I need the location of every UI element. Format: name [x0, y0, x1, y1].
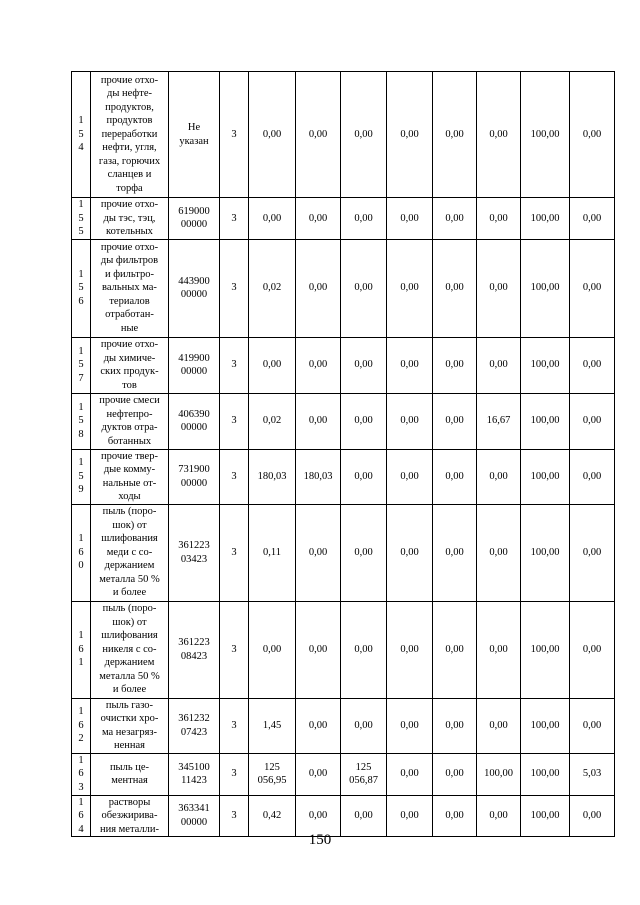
waste-name: [91, 337, 169, 393]
value-cell: 0,00: [433, 504, 477, 601]
value-cell: 0,00: [387, 795, 433, 837]
cell-line: ды химиче-: [103, 352, 156, 364]
cell-line: нальные от-: [102, 477, 157, 489]
hazard-class: 3: [220, 72, 249, 198]
cell-line: 0,00: [262, 212, 282, 224]
value-cell: 0,00: [387, 337, 433, 393]
value-cell: 0,00: [296, 239, 341, 337]
cell-line: прочие отхо-: [100, 339, 159, 350]
value-cell: 100,00: [521, 601, 570, 698]
table-row: [72, 601, 615, 698]
value-cell: [249, 698, 296, 753]
cell-line: 0,00: [354, 212, 373, 224]
value-cell: 0,00: [477, 72, 521, 198]
waste-name: [91, 72, 169, 198]
value-cell: 0,00: [570, 393, 615, 449]
cell-line: и более: [112, 684, 147, 696]
table-row: [72, 449, 615, 504]
cell-line: ды тэс, тэц,: [103, 212, 156, 224]
hazard-class: 3: [220, 504, 249, 601]
cell-line: нефтепро-: [106, 408, 153, 420]
value-cell: [341, 239, 387, 337]
cell-line: ма незагряз-: [101, 726, 158, 738]
value-cell: 0,00: [570, 198, 615, 240]
value-cell: 0,00: [433, 393, 477, 449]
cell-line: шок) от: [112, 519, 147, 531]
value-cell: 0,00: [433, 753, 477, 795]
value-cell: [249, 601, 296, 698]
table-row: [72, 753, 615, 795]
value-cell: 0,00: [433, 698, 477, 753]
value-cell: 0,00: [570, 504, 615, 601]
table-row: [72, 698, 615, 753]
waste-code: [169, 72, 220, 198]
cell-line: и более: [112, 587, 147, 599]
hazard-class: 3: [220, 239, 249, 337]
value-cell: 0,00: [570, 698, 615, 753]
cell-line: ные: [120, 322, 139, 334]
value-cell: 0,00: [387, 449, 433, 504]
value-cell: 0,00: [296, 504, 341, 601]
cell-line: шок) от: [112, 616, 147, 628]
cell-line: держанием: [104, 560, 155, 572]
cell-line: тов: [122, 379, 137, 391]
cell-line: растворы: [108, 796, 151, 808]
cell-line: 0,42: [262, 810, 282, 821]
cell-line: ненная: [113, 740, 145, 751]
cell-line: 00000: [180, 289, 208, 300]
hazard-class: 3: [220, 795, 249, 837]
cell-line: котельных: [106, 226, 153, 237]
cell-line: 0,00: [354, 415, 373, 427]
value-cell: [249, 504, 296, 601]
cell-line: очистки хро-: [100, 713, 159, 724]
cell-line: газа, горючих: [98, 155, 161, 167]
row-number: 1 6 3: [72, 753, 91, 795]
cell-line: вальных ма-: [102, 282, 157, 294]
cell-line: 180,03: [257, 470, 287, 482]
waste-name: [91, 393, 169, 449]
value-cell: 0,00: [387, 72, 433, 198]
cell-line: 11423: [181, 775, 207, 786]
value-cell: 0,00: [477, 449, 521, 504]
value-cell: [341, 753, 387, 795]
value-cell: 0,00: [477, 198, 521, 240]
cell-line: 361223: [178, 637, 210, 648]
value-cell: 0,00: [570, 72, 615, 198]
cell-line: сланцев и: [107, 169, 152, 181]
value-cell: 0,00: [433, 449, 477, 504]
waste-code: [169, 337, 220, 393]
cell-line: 0,00: [354, 470, 373, 482]
value-cell: 0,00: [387, 753, 433, 795]
cell-line: 0,00: [262, 359, 282, 371]
value-cell: 100,00: [521, 393, 570, 449]
cell-line: 361223: [178, 540, 210, 551]
cell-line: ды нефте-: [107, 88, 152, 100]
cell-line: 056,95: [257, 775, 287, 786]
waste-code: [169, 698, 220, 753]
row-number: 1 6 4: [72, 795, 91, 837]
cell-line: 0,00: [354, 546, 373, 558]
value-cell: 100,00: [521, 239, 570, 337]
waste-name: [91, 239, 169, 337]
value-cell: 0,00: [296, 601, 341, 698]
cell-line: 361232: [178, 713, 210, 724]
page-number: 150: [308, 832, 332, 848]
row-number: 1 5 9: [72, 449, 91, 504]
value-cell: 0,00: [296, 72, 341, 198]
cell-line: ментная: [111, 775, 148, 786]
hazard-class: 3: [220, 698, 249, 753]
cell-line: ходы: [118, 491, 141, 502]
cell-line: 00000: [180, 366, 208, 377]
waste-name: [91, 198, 169, 240]
value-cell: 0,00: [570, 239, 615, 337]
row-number: 1 5 5: [72, 198, 91, 240]
cell-line: меди с со-: [106, 546, 153, 558]
cell-line: переработки: [101, 128, 158, 140]
hazard-class: 3: [220, 393, 249, 449]
cell-line: 00000: [180, 816, 208, 828]
cell-line: 443900: [178, 275, 210, 287]
row-number: 1 5 7: [72, 337, 91, 393]
value-cell: [249, 795, 296, 837]
cell-line: 0,00: [354, 643, 373, 655]
value-cell: 0,00: [433, 198, 477, 240]
value-cell: [341, 198, 387, 240]
value-cell: 0,00: [433, 239, 477, 337]
value-cell: 16,67: [477, 393, 521, 449]
cell-line: 00000: [180, 477, 208, 489]
waste-name: [91, 601, 169, 698]
cell-line: пыль (поро-: [102, 603, 157, 615]
waste-code: [169, 393, 220, 449]
cell-line: 619000: [178, 205, 210, 217]
row-number: 1 6 0: [72, 504, 91, 601]
cell-line: 0,02: [262, 282, 282, 294]
cell-line: ния металли-: [99, 823, 160, 835]
cell-line: Не: [187, 122, 201, 133]
waste-name: [91, 753, 169, 795]
cell-line: 419900: [178, 352, 210, 364]
cell-line: 0,00: [354, 359, 373, 371]
value-cell: 0,00: [477, 504, 521, 601]
cell-line: 03423: [180, 553, 208, 565]
cell-line: шлифования: [101, 533, 158, 545]
table-row: [72, 72, 615, 198]
waste-code: [169, 239, 220, 337]
value-cell: 0,00: [477, 795, 521, 837]
value-cell: 0,00: [296, 393, 341, 449]
value-cell: [249, 198, 296, 240]
cell-line: 731900: [178, 464, 210, 475]
cell-line: никеля с со-: [102, 643, 157, 655]
value-cell: 0,00: [570, 795, 615, 837]
cell-line: 00000: [180, 219, 208, 231]
cell-line: 125: [355, 761, 372, 773]
value-cell: 0,00: [296, 198, 341, 240]
cell-line: 08423: [180, 650, 208, 662]
cell-line: 0,02: [262, 415, 282, 427]
waste-name: [91, 504, 169, 601]
waste-name: [91, 698, 169, 753]
value-cell: [249, 449, 296, 504]
cell-line: прочие отхо-: [100, 74, 159, 86]
value-cell: [249, 393, 296, 449]
cell-line: 0,11: [263, 546, 281, 558]
cell-line: териалов: [109, 295, 150, 307]
value-cell: 0,00: [296, 753, 341, 795]
cell-line: 07423: [180, 726, 208, 738]
value-cell: 5,03: [570, 753, 615, 795]
value-cell: 0,00: [433, 795, 477, 837]
value-cell: 0,00: [477, 698, 521, 753]
cell-line: 345100: [178, 761, 210, 773]
value-cell: 100,00: [521, 449, 570, 504]
table-body: [72, 72, 615, 837]
value-cell: [341, 504, 387, 601]
cell-line: 0,00: [262, 128, 282, 140]
cell-line: 125: [264, 761, 280, 773]
value-cell: 0,00: [570, 601, 615, 698]
value-cell: 0,00: [433, 337, 477, 393]
waste-code: [169, 504, 220, 601]
cell-line: прочие смеси: [99, 395, 160, 406]
hazard-class: 3: [220, 753, 249, 795]
value-cell: [341, 795, 387, 837]
hazard-class: 3: [220, 337, 249, 393]
cell-line: металла 50 %: [99, 573, 160, 585]
table-row: [72, 337, 615, 393]
value-cell: 100,00: [477, 753, 521, 795]
cell-line: прочие отхо-: [100, 199, 159, 210]
value-cell: [341, 698, 387, 753]
waste-table: [71, 71, 615, 837]
row-number: 1 5 4: [72, 72, 91, 198]
cell-line: 0,00: [354, 282, 373, 294]
value-cell: [249, 337, 296, 393]
cell-line: 0,00: [354, 719, 373, 731]
cell-line: 363341: [178, 803, 210, 815]
value-cell: 0,00: [387, 601, 433, 698]
cell-line: ских продук-: [100, 366, 159, 377]
cell-line: нефти, угля,: [102, 142, 157, 154]
value-cell: 0,00: [433, 72, 477, 198]
cell-line: 0,00: [354, 128, 373, 140]
value-cell: 100,00: [521, 72, 570, 198]
cell-line: 0,00: [262, 643, 282, 655]
value-cell: [341, 601, 387, 698]
value-cell: [341, 72, 387, 198]
cell-line: торфа: [116, 182, 143, 194]
row-number: 1 6 1: [72, 601, 91, 698]
value-cell: 100,00: [521, 698, 570, 753]
value-cell: 0,00: [296, 337, 341, 393]
table-row: [72, 504, 615, 601]
row-number: 1 6 2: [72, 698, 91, 753]
table-row: [72, 393, 615, 449]
cell-line: 1,45: [262, 719, 282, 731]
cell-line: 0,00: [354, 810, 373, 821]
value-cell: [249, 72, 296, 198]
waste-code: [169, 449, 220, 504]
cell-line: дуктов отра-: [101, 422, 158, 433]
waste-name: [91, 449, 169, 504]
row-number: 1 5 8: [72, 393, 91, 449]
table-row: [72, 198, 615, 240]
cell-line: ботанных: [107, 435, 152, 447]
cell-line: прочие твер-: [101, 450, 158, 462]
cell-line: и фильтро-: [104, 268, 154, 280]
value-cell: [341, 449, 387, 504]
value-cell: 0,00: [296, 698, 341, 753]
cell-line: 406390: [178, 408, 210, 420]
row-number: 1 5 6: [72, 239, 91, 337]
cell-line: дые комму-: [103, 464, 156, 475]
value-cell: 0,00: [387, 198, 433, 240]
hazard-class: 3: [220, 449, 249, 504]
value-cell: 0,00: [387, 393, 433, 449]
value-cell: 100,00: [521, 337, 570, 393]
cell-line: 056,87: [349, 775, 378, 786]
cell-line: 00000: [180, 422, 208, 433]
table-row: [72, 795, 615, 837]
value-cell: 100,00: [521, 504, 570, 601]
value-cell: 0,00: [433, 601, 477, 698]
value-cell: [341, 337, 387, 393]
value-cell: 0,00: [570, 449, 615, 504]
waste-name: [91, 795, 169, 837]
value-cell: [249, 239, 296, 337]
value-cell: 0,00: [477, 239, 521, 337]
waste-code: [169, 198, 220, 240]
value-cell: 0,00: [387, 239, 433, 337]
waste-code: [169, 753, 220, 795]
cell-line: держанием: [104, 657, 155, 669]
waste-code: [169, 601, 220, 698]
value-cell: [341, 393, 387, 449]
cell-line: прочие отхо-: [100, 241, 159, 253]
value-cell: 0,00: [477, 601, 521, 698]
value-cell: 100,00: [521, 198, 570, 240]
cell-line: продуктов,: [105, 101, 154, 113]
value-cell: 0,00: [477, 337, 521, 393]
waste-code: [169, 795, 220, 837]
value-cell: 100,00: [521, 795, 570, 837]
value-cell: 0,00: [296, 795, 341, 837]
cell-line: ды фильтров: [100, 255, 159, 267]
cell-line: отработан-: [105, 309, 154, 321]
value-cell: 100,00: [521, 753, 570, 795]
table-row: [72, 239, 615, 337]
cell-line: продуктов: [106, 115, 153, 127]
hazard-class: 3: [220, 601, 249, 698]
value-cell: [249, 753, 296, 795]
value-cell: 0,00: [387, 504, 433, 601]
cell-line: металла 50 %: [99, 670, 160, 682]
cell-line: обезжирива-: [101, 810, 158, 821]
hazard-class: 3: [220, 198, 249, 240]
cell-line: указан: [179, 135, 209, 147]
cell-line: пыль газо-: [105, 699, 154, 711]
cell-line: пыль (поро-: [102, 506, 157, 518]
cell-line: пыль це-: [109, 761, 150, 773]
value-cell: 0,00: [387, 698, 433, 753]
value-cell: 0,00: [570, 337, 615, 393]
value-cell: 180,03: [296, 449, 341, 504]
cell-line: шлифования: [101, 630, 158, 642]
